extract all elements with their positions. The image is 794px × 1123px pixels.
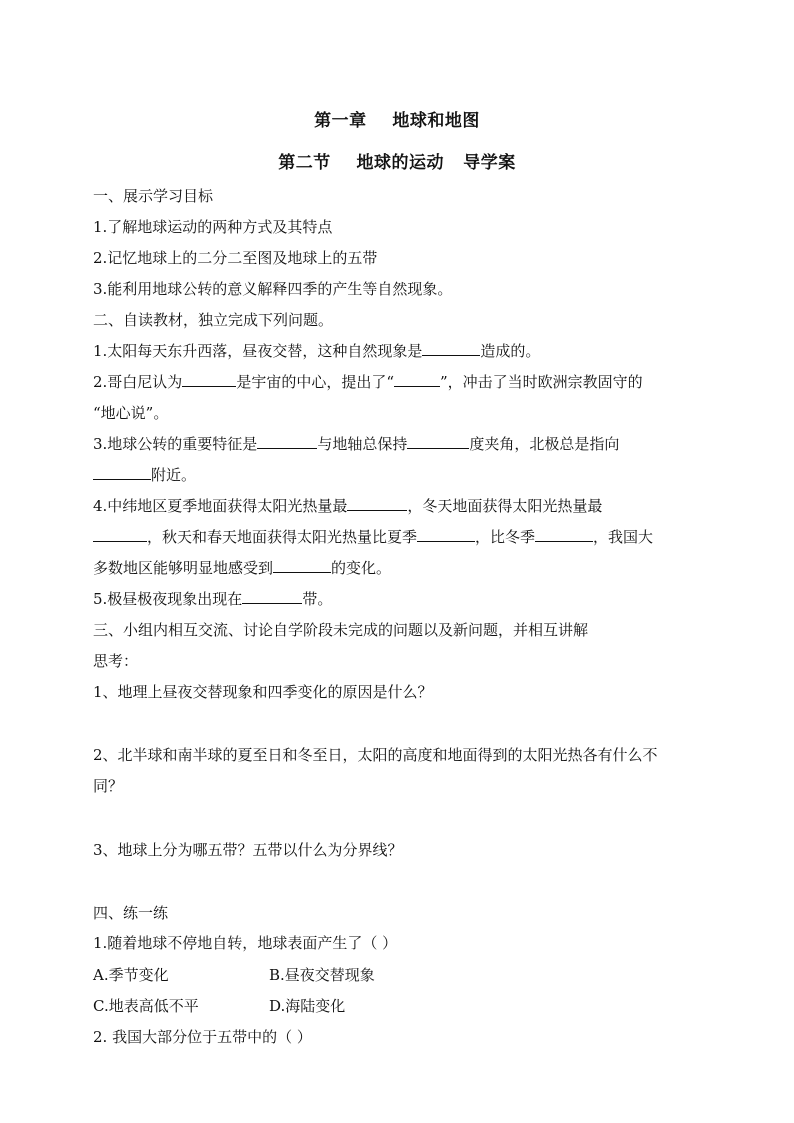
question-4-cont-1 bbox=[93, 527, 705, 547]
answer-blank[interactable] bbox=[257, 434, 317, 449]
question-4-text-d: ，比冬季 bbox=[475, 528, 536, 546]
question-4 bbox=[93, 496, 705, 516]
question-4-text-a: 4.中纬地区夏季地面获得太阳光热量最 bbox=[93, 497, 348, 515]
question-3-text-d: 附近。 bbox=[151, 466, 197, 484]
goal-item-1: 1.了解地球运动的两种方式及其特点 bbox=[93, 218, 333, 236]
question-3-text-a: 3.地球公转的重要特征是 bbox=[93, 435, 258, 453]
question-4-cont-2 bbox=[93, 558, 705, 578]
answer-blank[interactable] bbox=[394, 372, 440, 387]
question-3-cont bbox=[93, 465, 705, 485]
option-d[interactable]: D.海陆变化 bbox=[269, 997, 346, 1015]
part4-heading: 四、练一练 bbox=[93, 904, 169, 922]
part1-heading: 一、展示学习目标 bbox=[93, 187, 214, 205]
goal-item-2: 2.记忆地球上的二分二至图及地球上的五带 bbox=[93, 249, 378, 267]
chapter-title: 第一章 地球和地图 bbox=[314, 111, 480, 131]
question-3-text-b: 与地轴总保持 bbox=[317, 435, 408, 453]
part2-heading: 二、自读教材，独立完成下列问题。 bbox=[93, 311, 334, 329]
question-4-text-c: ，秋天和春天地面获得太阳光热量比夏季 bbox=[147, 528, 418, 546]
question-5 bbox=[93, 589, 705, 609]
practice-question-1: 1.随着地球不停地自转，地球表面产生了（ ） bbox=[93, 934, 398, 952]
question-2-text-a: 2.哥白尼认为 bbox=[93, 373, 183, 391]
answer-blank[interactable] bbox=[407, 434, 469, 449]
answer-blank[interactable] bbox=[535, 527, 593, 542]
goal-item-3: 3.能利用地球公转的意义解释四季的产生等自然现象。 bbox=[93, 280, 453, 298]
think-question-1: 1、地理上昼夜交替现象和四季变化的原因是什么？ bbox=[93, 683, 433, 701]
question-2-text-c: ”，冲击了当时欧洲宗教固守的 bbox=[439, 373, 643, 391]
part3-heading: 三、小组内相互交流、讨论自学阶段未完成的问题以及新问题，并相互讲解 bbox=[93, 621, 589, 639]
option-b[interactable]: B.昼夜交替现象 bbox=[269, 966, 375, 984]
answer-blank[interactable] bbox=[422, 341, 480, 356]
answer-blank[interactable] bbox=[242, 589, 302, 604]
option-a[interactable]: A.季节变化 bbox=[93, 966, 169, 984]
answer-blank[interactable] bbox=[93, 465, 151, 480]
question-3-text-c: 度夹角，北极总是指向 bbox=[469, 435, 620, 453]
question-1-text-a: 1.太阳每天东升西落，昼夜交替，这种自然现象是 bbox=[93, 342, 423, 360]
think-question-2: 2、北半球和南半球的夏至日和冬至日，太阳的高度和地面得到的太阳光热各有什么不 bbox=[93, 746, 658, 764]
question-4-text-f: 多数地区能够明显地感受到 bbox=[93, 559, 274, 577]
question-2-text-b: 是宇宙的中心，提出了“ bbox=[236, 373, 394, 391]
answer-blank[interactable] bbox=[273, 558, 331, 573]
question-3 bbox=[93, 434, 705, 454]
think-question-3: 3、地球上分为哪五带？五带以什么为分界线？ bbox=[93, 841, 403, 859]
question-1 bbox=[93, 341, 705, 361]
think-question-2-cont: 同？ bbox=[93, 777, 124, 795]
answer-blank[interactable] bbox=[93, 527, 147, 542]
question-4-text-b: ，冬天地面获得太阳光热量最 bbox=[407, 497, 603, 515]
question-5-text-b: 带。 bbox=[302, 590, 333, 608]
question-4-text-e: ，我国大 bbox=[593, 528, 654, 546]
answer-blank[interactable] bbox=[182, 372, 236, 387]
question-5-text-a: 5.极昼极夜现象出现在 bbox=[93, 590, 243, 608]
think-label: 思考： bbox=[93, 652, 139, 670]
question-2 bbox=[93, 372, 705, 392]
practice-question-2: 2. 我国大部分位于五带中的（ ） bbox=[93, 1028, 312, 1046]
answer-blank[interactable] bbox=[347, 496, 407, 511]
practice-options-row-1 bbox=[93, 965, 705, 985]
section-title: 第二节 地球的运动 导学案 bbox=[278, 153, 516, 173]
question-2-cont: “地心说”。 bbox=[93, 404, 169, 422]
answer-blank[interactable] bbox=[417, 527, 475, 542]
question-4-text-g: 的变化。 bbox=[331, 559, 392, 577]
practice-options-row-2 bbox=[93, 996, 705, 1016]
option-c[interactable]: C.地表高低不平 bbox=[93, 997, 199, 1015]
question-1-text-b: 造成的。 bbox=[480, 342, 541, 360]
